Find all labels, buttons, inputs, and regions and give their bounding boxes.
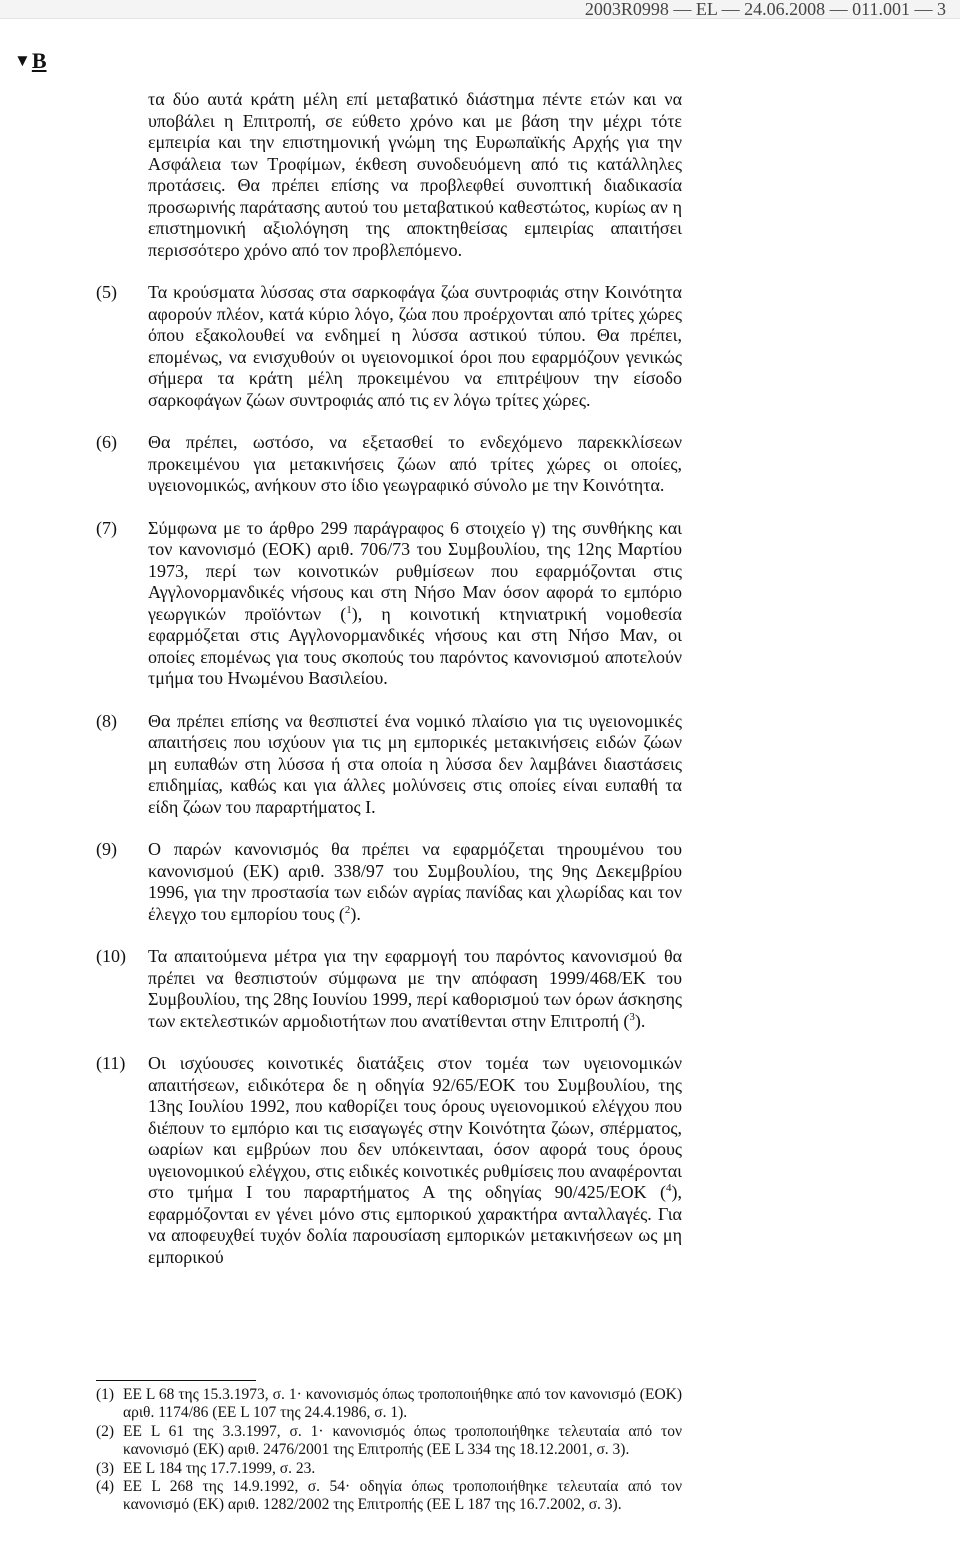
version-marker <box>14 48 47 74</box>
footnote-number: (2) <box>96 1422 115 1440</box>
recital-7 <box>96 518 682 690</box>
recital-text <box>148 946 682 1032</box>
recital-text-part: Ο παρών κανονισμός θα πρέπει να εφαρμόζεται τηρουμένου του κανονισμού (ΕΚ) αριθ. 338/97 του Συμβουλίου, της 9ης Δεκεμβρίου 1996, για την προστασία των ειδών αγρίας πανίδας και χλωρίδας και τον έλεγχο του εμπορίου τους ( <box>148 839 682 924</box>
recital-10 <box>96 946 682 1032</box>
footnote-text: ΕΕ L 61 της 3.3.1997, σ. 1· κανονισμός όπως τροποποιήθηκε τελευταία από τον κανονισμό (ΕΚ) αριθ. 2476/2001 της Επιτροπής (ΕΕ L 334 της 18.12.2001, σ. 3). <box>123 1422 682 1459</box>
recital-text: τα δύο αυτά κράτη μέλη επί μεταβατικό διάστημα πέντε ετών και να υποβάλει η Επιτροπή, σε εύθετο χρόνο και με βάση την μέχρι τότε εμπειρία και την επιστημονική γνώμη της Ευρωπαϊκής Αρχής για την Ασφάλεια των Τροφίμων, έκθεση συνοδευόμενη από τις κατάλληλες προτάσεις. Θα πρέπει επίσης να προβλεφθεί συνοπτική διαδικασία προσωρινής παράτασης αυτού του μεταβατικού καθεστώτος, κυρίως αν η επιστημονική αξιολόγηση της αποκτηθείσας εμπειρίας απαιτήσει περισσότερο χρόνο από τον προβλεπόμενο. <box>148 89 682 260</box>
footnotes <box>96 1386 682 1515</box>
footnote <box>96 1460 682 1478</box>
footnote-ref[interactable]: 3 <box>629 1010 635 1023</box>
version-letter: B <box>31 48 47 73</box>
triangle-down-icon: ▼ <box>14 51 31 70</box>
recital-text <box>148 1053 682 1268</box>
footnote-number: (1) <box>96 1386 115 1403</box>
recital-text <box>148 518 682 690</box>
recital-text-part: Σύμφωνα με το άρθρο 299 παράγραφος 6 στοιχείο γ) της συνθήκης και τον κανονισμό (ΕΟΚ) αριθ. 706/73 του Συμβουλίου, της 12ης Μαρτίου 1973, περί των κοινοτικών ρυθμίσεων που εφαρμόζονται στις Αγγλονορμανδικές νήσους και στη Νήσο Μαν όσον αφορά το εμπόριο γεωργικών προϊόντων ( <box>148 517 682 624</box>
recital-11 <box>96 1053 682 1268</box>
recital-number <box>96 89 148 261</box>
recital-text-part: ), εφαρμόζονται εν γένει μόνο στις εμπορικού χαρακτήρα ανταλλαγές. Για να αποφευχθεί τυχόν δολία παρουσίαση εμπορικών μετακινήσεων ως μη εμπορικού <box>148 1182 682 1267</box>
recital-text-part: ). <box>350 903 361 924</box>
footnote-number: (3) <box>96 1459 115 1477</box>
recital-text: Θα πρέπει επίσης να θεσπιστεί ένα νομικό πλαίσιο για τις υγειονομικές απαιτήσεις που ισχύουν για τις μη εμπορικές μετακινήσεις ειδών ζώων μη ευπαθών στη λύσσα ή στα οποία η λύσσα δεν λαμβάνει διαστάσεις επιδημίας, καθώς και για άλλες μολύνσεις στις οποίες είναι ευπαθή τα είδη ζώων του παραρτήματος I. <box>148 710 682 817</box>
recital-text-part: ). <box>634 1010 646 1031</box>
footnote <box>96 1386 682 1423</box>
recital-number: (8) <box>96 710 117 731</box>
footnote <box>96 1478 682 1515</box>
footnote-number: (4) <box>96 1478 115 1496</box>
recital-number: (9) <box>96 839 117 859</box>
footnote-ref[interactable]: 1 <box>346 603 352 616</box>
footnote-divider <box>96 1380 256 1381</box>
page-header <box>0 0 960 19</box>
recital-number: (10) <box>96 946 126 966</box>
recital-number: (7) <box>96 517 117 538</box>
recital-text-part: ), η κοινοτική κτηνιατρική νομοθεσία εφαρμόζεται στις Αγγλονορμανδικές νήσους και στη Νήσο Μαν, οι οποίες επομένως για τους σκοπούς του παρόντος κανονισμού αποτελούν τμήμα του Ηνωμένου Βασιλείου. <box>148 603 682 688</box>
footnote-text: ΕΕ L 268 της 14.9.1992, σ. 54· οδηγία όπως τροποποιήθηκε τελευταία από τον κανονισμό (ΕΚ) αριθ. 1282/2002 της Επιτροπής (ΕΕ L 187 της 16.7.2002, σ. 3). <box>123 1478 682 1514</box>
recital-text: Τα κρούσματα λύσσας στα σαρκοφάγα ζώα συντροφιάς στην Κοινότητα αφορούν πλέον, κατά κύριο λόγο, ζώα που προέρχονται από τρίτες χώρες όπου εξακολουθεί να ενδημεί η λύσσα αστικού τύπου. Θα πρέπει, επομένως, να ενισχυθούν οι υγειονομικοί όροι που εφαρμόζουν γενικώς σήμερα τα κράτη μέλη προκειμένου να επιτρέψουν την είσοδο σαρκοφάγων ζώων συντροφιάς από τις εν λόγω τρίτες χώρες. <box>148 282 682 410</box>
recital-continued <box>96 89 682 261</box>
footnote-text: ΕΕ L 184 της 17.7.1999, σ. 23. <box>123 1459 316 1477</box>
recital-9 <box>96 839 682 925</box>
recital-text-part: Τα απαιτούμενα μέτρα για την εφαρμογή του παρόντος κανονισμού θα πρέπει να θεσπιστούν σύμφωνα με την απόφαση 1999/468/ΕΚ του Συμβουλίου, της 28ης Ιουνίου 1999, περί καθορισμού των όρων άσκησης των εκτελεστικών αρμοδιοτήτων που ανατίθενται στην Επιτροπή ( <box>148 946 682 1031</box>
recital-text <box>148 839 682 925</box>
recital-6 <box>96 432 682 497</box>
footnote-ref[interactable]: 4 <box>666 1182 672 1194</box>
recital-number: (5) <box>96 282 117 302</box>
recital-number: (11) <box>96 1053 126 1073</box>
recital-text: Θα πρέπει, ωστόσο, να εξετασθεί το ενδεχόμενο παρεκκλίσεων προκειμένου για μετακινήσεις ζώων από τρίτες χώρες οι οποίες, υγειονομικώς, ανήκουν στο ίδιο γεωγραφικό σύνολο με την Κοινότητα. <box>148 432 682 495</box>
recital-text-part: Οι ισχύουσες κοινοτικές διατάξεις στον τομέα των υγειονομικών απαιτήσεων, ειδικότερα δε η οδηγία 92/65/ΕΟΚ του Συμβουλίου, της 13ης Ιουλίου 1992, που καθορίζει τους όρους υγειονομικού ελέγχου που διέπουν το εμπόριο και τις εισαγωγές στην Κοινότητα ζώων, σπέρματος, ωαρίων και εμβρύων που δεν υπόκειντααι, όσον αφορά τους όρους υγειονομικού ελέγχου, στις ειδικές κοινοτικές ρυθμίσεις που αναφέρονται στο τμήμα I του παραρτήματος A της οδηγίας 90/425/ΕΟΚ ( <box>148 1053 682 1202</box>
recital-number: (6) <box>96 432 117 452</box>
document-reference: 2003R0998 — EL — 24.06.2008 — 011.001 — 3 <box>584 0 946 19</box>
recital-8 <box>96 711 682 819</box>
footnote <box>96 1423 682 1460</box>
footnote-text: ΕΕ L 68 της 15.3.1973, σ. 1· κανονισμός όπως τροποποιήθηκε από τον κανονισμό (ΕΟΚ) αριθ. 1174/86 (ΕΕ L 107 της 24.4.1986, σ. 1). <box>123 1386 682 1422</box>
recitals <box>96 89 682 1289</box>
recital-5 <box>96 282 682 411</box>
footnote-ref[interactable]: 2 <box>344 903 351 916</box>
